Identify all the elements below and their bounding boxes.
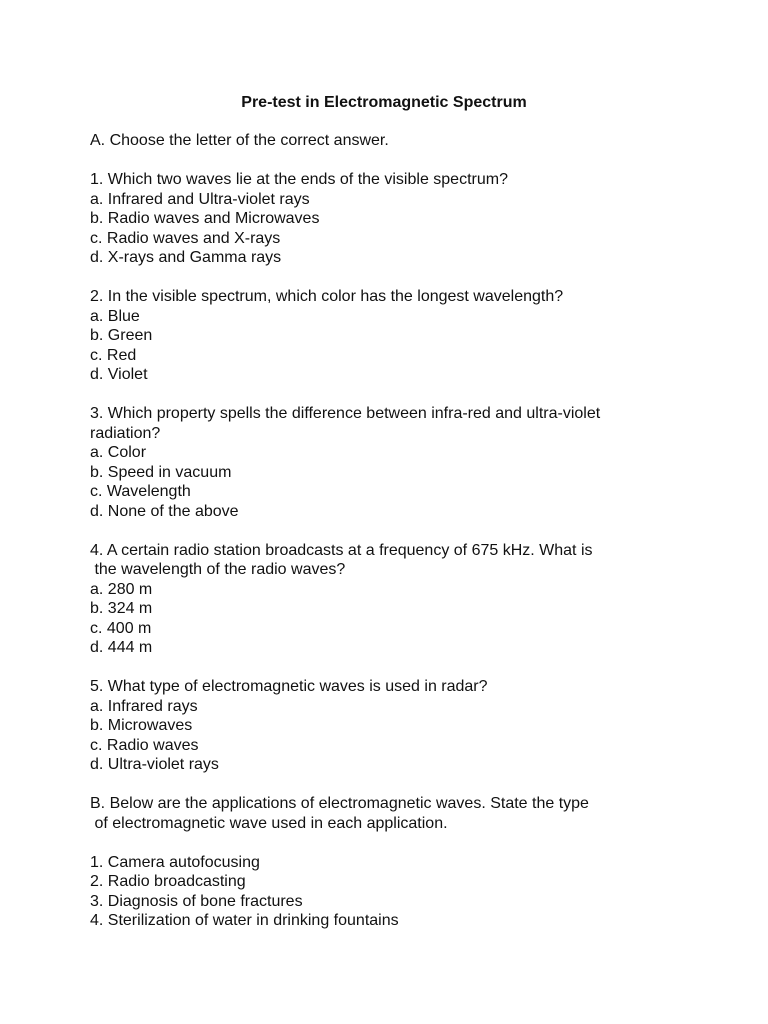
option-d: d. None of the above bbox=[90, 502, 239, 520]
part-b-instruction bbox=[90, 794, 730, 833]
option-c: c. Red bbox=[90, 346, 137, 364]
question-2 bbox=[90, 287, 730, 385]
question-text: 3. Which property spells the difference between infra-red and ultra-violet bbox=[90, 405, 601, 422]
list-item: 3. Diagnosis of bone fractures bbox=[90, 892, 303, 910]
option-c: c. Radio waves and X-rays bbox=[90, 229, 281, 247]
question-1 bbox=[90, 170, 730, 268]
question-4 bbox=[90, 541, 730, 658]
question-text: 2. In the visible spectrum, which color has the longest wavelength? bbox=[90, 288, 564, 305]
spacer bbox=[90, 151, 730, 171]
question-text: 1. Which two waves lie at the ends of the visible spectrum? bbox=[90, 171, 508, 188]
option-c: c. 400 m bbox=[90, 619, 152, 637]
spacer bbox=[90, 833, 730, 853]
question-text-continued: the wavelength of the radio waves? bbox=[90, 561, 346, 578]
question-text-continued: radiation? bbox=[90, 424, 161, 442]
spacer bbox=[90, 521, 730, 541]
question-text: 4. A certain radio station broadcasts at a frequency of 675 kHz. What is bbox=[90, 541, 593, 559]
option-a: a. Infrared and Ultra-violet rays bbox=[90, 190, 310, 208]
list-item: 2. Radio broadcasting bbox=[90, 873, 246, 890]
page-title: Pre-test in Electromagnetic Spectrum bbox=[241, 94, 527, 111]
option-a: a. Blue bbox=[90, 307, 140, 325]
option-c: c. Wavelength bbox=[90, 483, 191, 500]
document-body bbox=[90, 131, 730, 931]
option-c: c. Radio waves bbox=[90, 736, 199, 754]
part-b-instruction-line: B. Below are the applications of electromagnetic waves. State the type bbox=[90, 795, 589, 812]
list-item: 1. Camera autofocusing bbox=[90, 853, 260, 871]
option-d: d. Violet bbox=[90, 366, 148, 383]
option-b: b. Speed in vacuum bbox=[90, 463, 232, 481]
spacer bbox=[90, 385, 730, 405]
option-d: d. 444 m bbox=[90, 639, 153, 656]
part-b-list bbox=[90, 853, 730, 931]
part-b-instruction-line: of electromagnetic wave used in each application. bbox=[90, 814, 448, 832]
option-b: b. 324 m bbox=[90, 600, 153, 617]
question-3 bbox=[90, 404, 730, 521]
option-a: a. 280 m bbox=[90, 580, 153, 598]
part-a-instruction: A. Choose the letter of the correct answer. bbox=[90, 132, 389, 149]
option-b: b. Green bbox=[90, 327, 153, 344]
question-text: 5. What type of electromagnetic waves is used in radar? bbox=[90, 678, 488, 695]
list-item: 4. Sterilization of water in drinking fountains bbox=[90, 912, 399, 929]
spacer bbox=[90, 775, 730, 795]
option-b: b. Microwaves bbox=[90, 717, 193, 734]
option-a: a. Color bbox=[90, 444, 147, 461]
spacer bbox=[90, 658, 730, 678]
option-a: a. Infrared rays bbox=[90, 697, 198, 715]
option-d: d. X-rays and Gamma rays bbox=[90, 249, 282, 266]
question-5 bbox=[90, 677, 730, 775]
option-d: d. Ultra-violet rays bbox=[90, 756, 219, 773]
option-b: b. Radio waves and Microwaves bbox=[90, 210, 320, 227]
spacer bbox=[90, 268, 730, 288]
